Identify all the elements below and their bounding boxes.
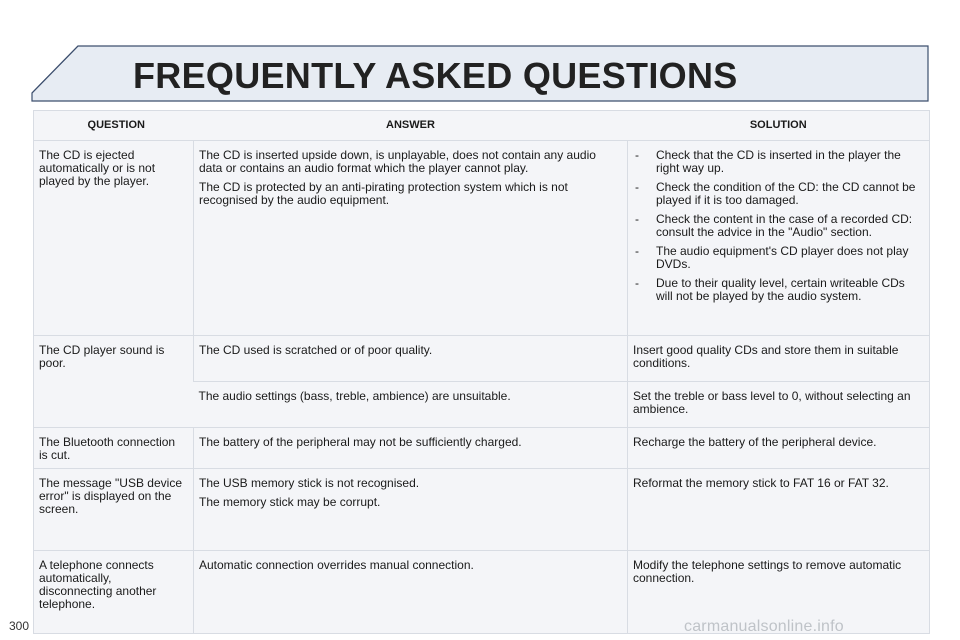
answer-cell bbox=[194, 141, 628, 336]
solution-cell bbox=[628, 336, 930, 382]
answer-text: The battery of the peripheral may not be sufficiently charged. bbox=[199, 435, 522, 449]
table-row bbox=[34, 428, 930, 469]
page-number: 300 bbox=[9, 619, 30, 633]
header-solution: SOLUTION bbox=[628, 111, 930, 141]
solution-cell bbox=[628, 469, 930, 551]
question-cell bbox=[34, 469, 194, 551]
page-title: FREQUENTLY ASKED QUESTIONS bbox=[133, 55, 738, 96]
question-cell bbox=[34, 141, 194, 336]
question-cell bbox=[34, 336, 194, 428]
answer-cell bbox=[194, 551, 628, 634]
answer-cell bbox=[194, 382, 628, 428]
solution-item: - Check the condition of the CD: the CD cannot be played if it is too damaged. bbox=[633, 181, 923, 207]
table-row bbox=[34, 336, 930, 382]
solution-text: Recharge the battery of the peripheral device. bbox=[633, 435, 877, 449]
question-text: A telephone connects automatically, disconnecting another telephone. bbox=[39, 558, 157, 611]
solution-item: - Check the content in the case of a recorded CD: consult the advice in the "Audio" section. bbox=[633, 213, 923, 239]
question-text: The CD is ejected automatically or is not played by the player. bbox=[39, 148, 156, 188]
answer-text: Automatic connection overrides manual connection. bbox=[199, 558, 474, 572]
table-row bbox=[34, 141, 930, 336]
answer-cell bbox=[194, 469, 628, 551]
faq-table bbox=[33, 110, 930, 634]
title-banner bbox=[0, 0, 960, 106]
question-text: The message "USB device error" is displayed on the screen. bbox=[39, 476, 182, 516]
solution-item: - The audio equipment's CD player does not play DVDs. bbox=[633, 245, 923, 271]
answer-text: The CD used is scratched or of poor quality. bbox=[199, 343, 433, 357]
solution-item: - Check that the CD is inserted in the player the right way up. bbox=[633, 149, 923, 175]
header-answer: ANSWER bbox=[194, 111, 628, 141]
solution-text: Reformat the memory stick to FAT 16 or FAT 32. bbox=[633, 476, 889, 490]
solution-text: Set the treble or bass level to 0, without selecting an ambience. bbox=[633, 389, 911, 416]
answer-text: The CD is protected by an anti-pirating protection system which is not recognised by the audio equipment. bbox=[199, 180, 568, 207]
answer-cell bbox=[194, 428, 628, 469]
question-text: The Bluetooth connection is cut. bbox=[39, 435, 176, 462]
answer-text: The USB memory stick is not recognised. bbox=[199, 476, 420, 490]
solution-item: - Due to their quality level, certain writeable CDs will not be played by the audio system. bbox=[633, 277, 923, 303]
question-cell bbox=[34, 428, 194, 469]
answer-text: The CD is inserted upside down, is unplayable, does not contain any audio data or contains an audio format which the player cannot play. bbox=[199, 148, 596, 175]
solution-cell bbox=[628, 382, 930, 428]
solution-text: Insert good quality CDs and store them in suitable conditions. bbox=[633, 343, 899, 370]
question-cell bbox=[34, 551, 194, 634]
solution-cell bbox=[628, 141, 930, 336]
solution-list bbox=[633, 149, 923, 303]
answer-cell bbox=[194, 336, 628, 382]
header-question: QUESTION bbox=[34, 111, 194, 141]
table-header-row bbox=[34, 111, 930, 141]
answer-text: The audio settings (bass, treble, ambience) are unsuitable. bbox=[198, 389, 511, 403]
question-text: The CD player sound is poor. bbox=[39, 343, 165, 370]
solution-cell bbox=[628, 428, 930, 469]
answer-text: The memory stick may be corrupt. bbox=[199, 495, 381, 509]
solution-text: Modify the telephone settings to remove automatic connection. bbox=[633, 558, 902, 585]
table-row bbox=[34, 469, 930, 551]
watermark: carmanualsonline.info bbox=[684, 618, 844, 635]
